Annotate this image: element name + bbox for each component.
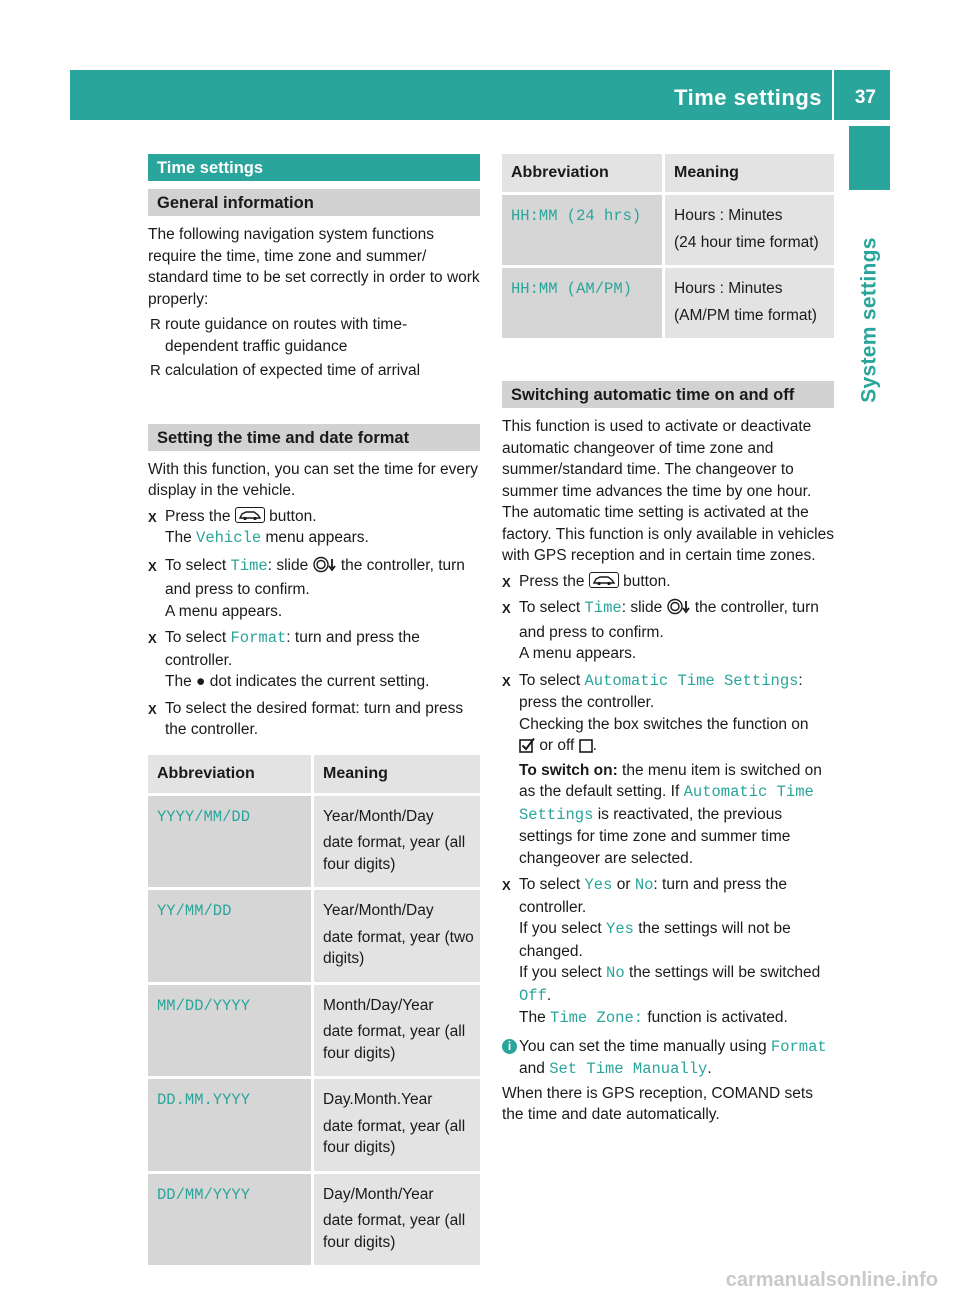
step-item: X To select Yes or No: turn and press the controller. If you select Yes the settings will not be changed. If you select No the settings will be switched Off. The Time Zone: function is activated. — [502, 876, 821, 1027]
watermark: carmanualsonline.info — [725, 1269, 938, 1291]
general-bullets — [148, 314, 480, 382]
table-row: DD/MM/YYYY Day/Month/Year date format, year (all four digits) — [148, 1172, 480, 1267]
vehicle-icon — [589, 572, 619, 588]
list-item: R route guidance on routes with time-dependent traffic guidance — [150, 316, 408, 355]
table-row: DD.MM.YYYY Day.Month.Year date format, year (all four digits) — [148, 1078, 480, 1173]
vehicle-icon — [235, 507, 265, 523]
step-item: X Press the button. The Vehicle menu appears. — [148, 507, 369, 547]
table-row: YYYY/MM/DD Year/Month/Day date format, year (all four digits) — [148, 794, 480, 889]
format-intro: With this function, you can set the time for every display in the vehicle. — [148, 460, 478, 499]
list-item: R calculation of expected time of arrival — [150, 362, 421, 379]
empty-box-icon — [579, 738, 593, 760]
section-title: Time settings — [148, 154, 480, 181]
format-title: Setting the time and date format — [148, 424, 480, 451]
info-icon: i — [502, 1039, 517, 1054]
step-item: X To select Time: slide the controller, turn and press to confirm. A menu appears. — [148, 556, 465, 620]
step-item: X To select Format: turn and press the controller. The ● dot indicates the current setting. — [148, 629, 430, 690]
page-header — [70, 70, 890, 120]
table-row: HH:MM (AM/PM) Hours : Minutes (AM/PM time format) — [502, 267, 834, 340]
side-marker — [849, 126, 890, 190]
step-item: X To select Automatic Time Settings: press the controller. Checking the box switches the function on or off . To switch on: the menu item is switched on as the default setting. If Automatic Time Settings is reactivated, the previous settings for time zone and summer time changeover are selected. — [502, 671, 822, 867]
page-number: 37 — [854, 87, 876, 108]
format-steps — [148, 506, 480, 741]
auto-time-title: Switching automatic time on and off — [502, 381, 834, 408]
general-info-text: The following navigation system functions require the time, time zone and summer/ standard time to be set correctly in order to work properly: — [148, 226, 480, 308]
step-item: X To select the desired format: turn and press the controller. — [148, 699, 464, 738]
controller-icon — [313, 556, 337, 580]
right-column — [502, 154, 834, 1126]
closing-text: When there is GPS reception, COMAND sets the time and date automatically. — [502, 1084, 813, 1123]
column-header-meaning: Meaning — [313, 755, 481, 795]
table-row: YY/MM/DD Year/Month/Day date format, year (two digits) — [148, 889, 480, 984]
side-tab-label: System settings — [857, 237, 881, 403]
auto-time-intro: This function is used to activate or deactivate automatic changeover of time zone and summer/standard time. The changeover to summer time advances the time by one hour. The automatic time setting is activated at the factory. This function is only available in vehicles with GPS reception and in certain time zones. — [502, 418, 834, 564]
column-header-meaning: Meaning — [664, 154, 835, 194]
table-row: HH:MM (24 hrs) Hours : Minutes (24 hour time format) — [502, 194, 834, 267]
auto-time-steps — [502, 571, 834, 1030]
left-column — [148, 154, 480, 1268]
column-header-abbreviation: Abbreviation — [148, 755, 313, 795]
info-note: i You can set the time manually using Format and Set Time Manually. — [502, 1036, 834, 1081]
header-title: Time settings — [674, 85, 822, 110]
step-item: X Press the button. — [502, 572, 671, 590]
step-item: X To select Time: slide the controller, turn and press to confirm. A menu appears. — [502, 599, 819, 662]
time-format-table — [502, 154, 834, 341]
dot-icon: ● — [196, 673, 206, 690]
header-divider — [832, 70, 834, 120]
date-format-table — [148, 755, 480, 1269]
side-tab — [849, 195, 890, 445]
controller-icon — [667, 598, 691, 622]
checked-box-icon — [519, 737, 535, 760]
general-info-title: General information — [148, 189, 480, 216]
table-row: MM/DD/YYYY Month/Day/Year date format, year (all four digits) — [148, 983, 480, 1078]
column-header-abbreviation: Abbreviation — [502, 154, 664, 194]
